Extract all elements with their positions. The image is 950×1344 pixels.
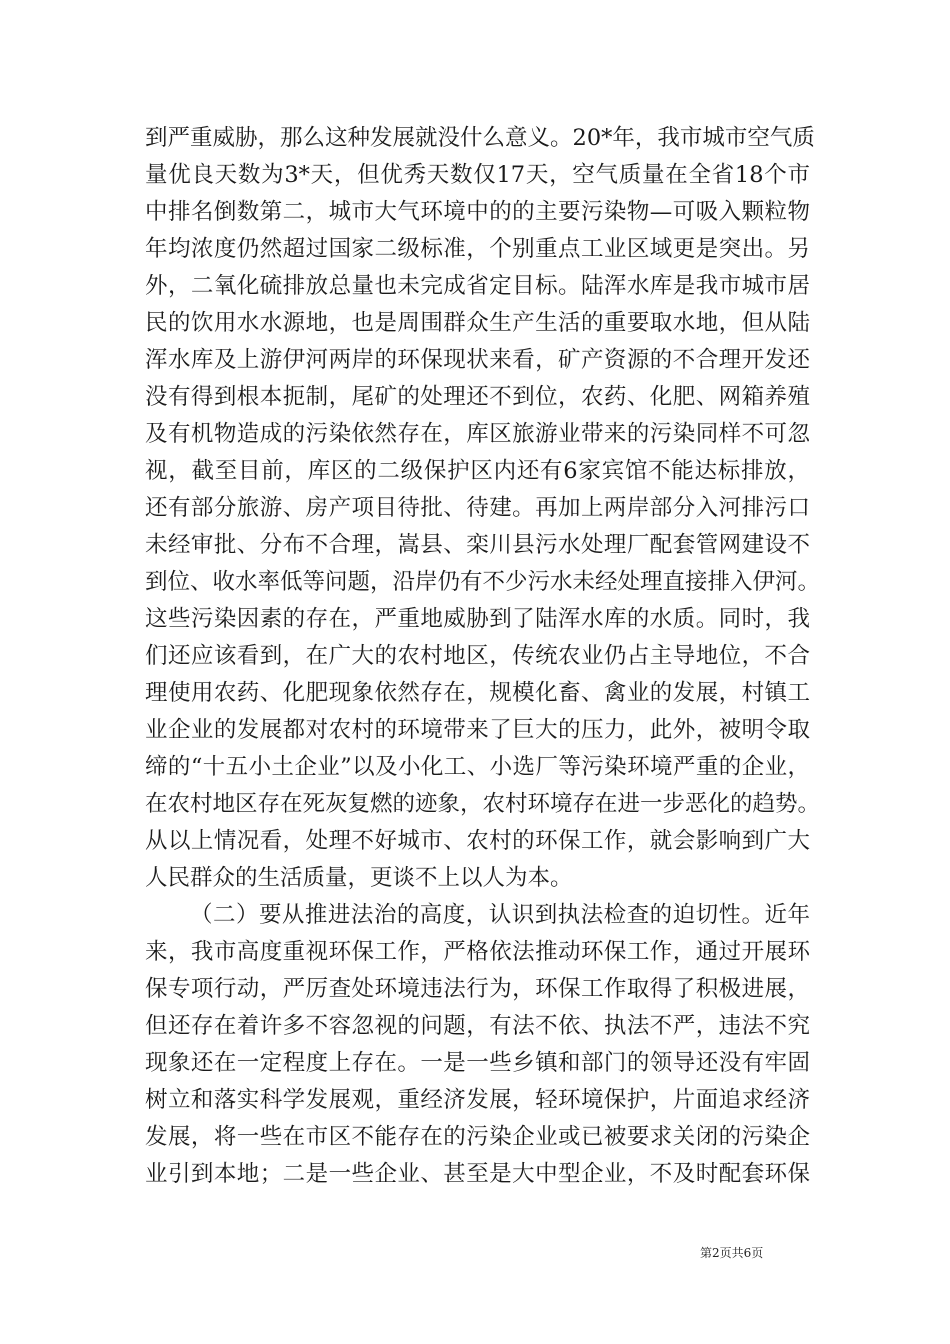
text-line: 业引到本地；二是一些企业、甚至是大中型企业，不及时配套环保 [145, 1161, 810, 1187]
page-number: 第2页共6页 [700, 1246, 764, 1260]
text-line: 人民群众的生活质量，更谈不上以人为本。 [145, 865, 573, 891]
text-line: 没有得到根本扼制，尾矿的处理还不到位，农药、化肥、网箱养殖 [145, 384, 810, 410]
section-heading-line: （二）要从推进法治的高度，认识到执法检查的迫切性。近年 [190, 902, 810, 928]
text-line: 浑水库及上游伊河两岸的环保现状来看，矿产资源的不合理开发还 [145, 347, 810, 373]
text-line: 保专项行动，严厉查处环境违法行为，环保工作取得了积极进展， [145, 976, 810, 1002]
text-line: 未经审批、分布不合理，嵩县、栾川县污水处理厂配套管网建设不 [145, 532, 810, 558]
text-line: 到位、收水率低等问题，沿岸仍有不少污水未经处理直接排入伊河。 [145, 569, 821, 595]
text-line: 中排名倒数第二，城市大气环境中的的主要污染物—可吸入颗粒物 [145, 199, 810, 225]
text-line: 发展，将一些在市区不能存在的污染企业或已被要求关闭的污染企 [145, 1124, 810, 1150]
text-line: 视，截至目前，库区的二级保护区内还有6家宾馆不能达标排放， [145, 458, 810, 484]
text-line: 年均浓度仍然超过国家二级标准，个别重点工业区域更是突出。另 [145, 236, 810, 262]
text-line: 民的饮用水水源地，也是周围群众生产生活的重要取水地，但从陆 [145, 310, 810, 336]
text-line: 们还应该看到，在广大的农村地区，传统农业仍占主导地位，不合 [145, 643, 810, 669]
text-line: 及有机物造成的污染依然存在，库区旅游业带来的污染同样不可忽 [145, 421, 810, 447]
text-line: 还有部分旅游、房产项目待批、待建。再加上两岸部分入河排污口 [145, 495, 810, 521]
text-line: 业企业的发展都对农村的环境带来了巨大的压力，此外，被明令取 [145, 717, 810, 743]
text-line: 理使用农药、化肥现象依然存在，规模化畜、禽业的发展，村镇工 [145, 680, 810, 706]
text-line: 来，我市高度重视环保工作，严格依法推动环保工作，通过开展环 [145, 939, 810, 965]
text-line: 现象还在一定程度上存在。一是一些乡镇和部门的领导还没有牢固 [145, 1050, 810, 1076]
text-line: 外，二氧化硫排放总量也未完成省定目标。陆浑水库是我市城市居 [145, 273, 810, 299]
text-line: 到严重威胁，那么这种发展就没什么意义。20*年，我市城市空气质 [145, 125, 815, 151]
text-line: 但还存在着许多不容忽视的问题，有法不依、执法不严，违法不究 [145, 1013, 810, 1039]
text-line: 在农村地区存在死灰复燃的迹象，农村环境存在进一步恶化的趋势。 [145, 791, 821, 817]
text-line: 从以上情况看，处理不好城市、农村的环保工作，就会影响到广大 [145, 828, 810, 854]
text-line: 量优良天数为3*天，但优秀天数仅17天，空气质量在全省18个市 [145, 162, 810, 188]
text-line: 树立和落实科学发展观，重经济发展，轻环境保护，片面追求经济 [145, 1087, 810, 1113]
text-line: 缔的“十五小土企业”以及小化工、小选厂等污染环境严重的企业， [145, 754, 810, 780]
text-line: 这些污染因素的存在，严重地威胁到了陆浑水库的水质。同时，我 [145, 606, 810, 632]
